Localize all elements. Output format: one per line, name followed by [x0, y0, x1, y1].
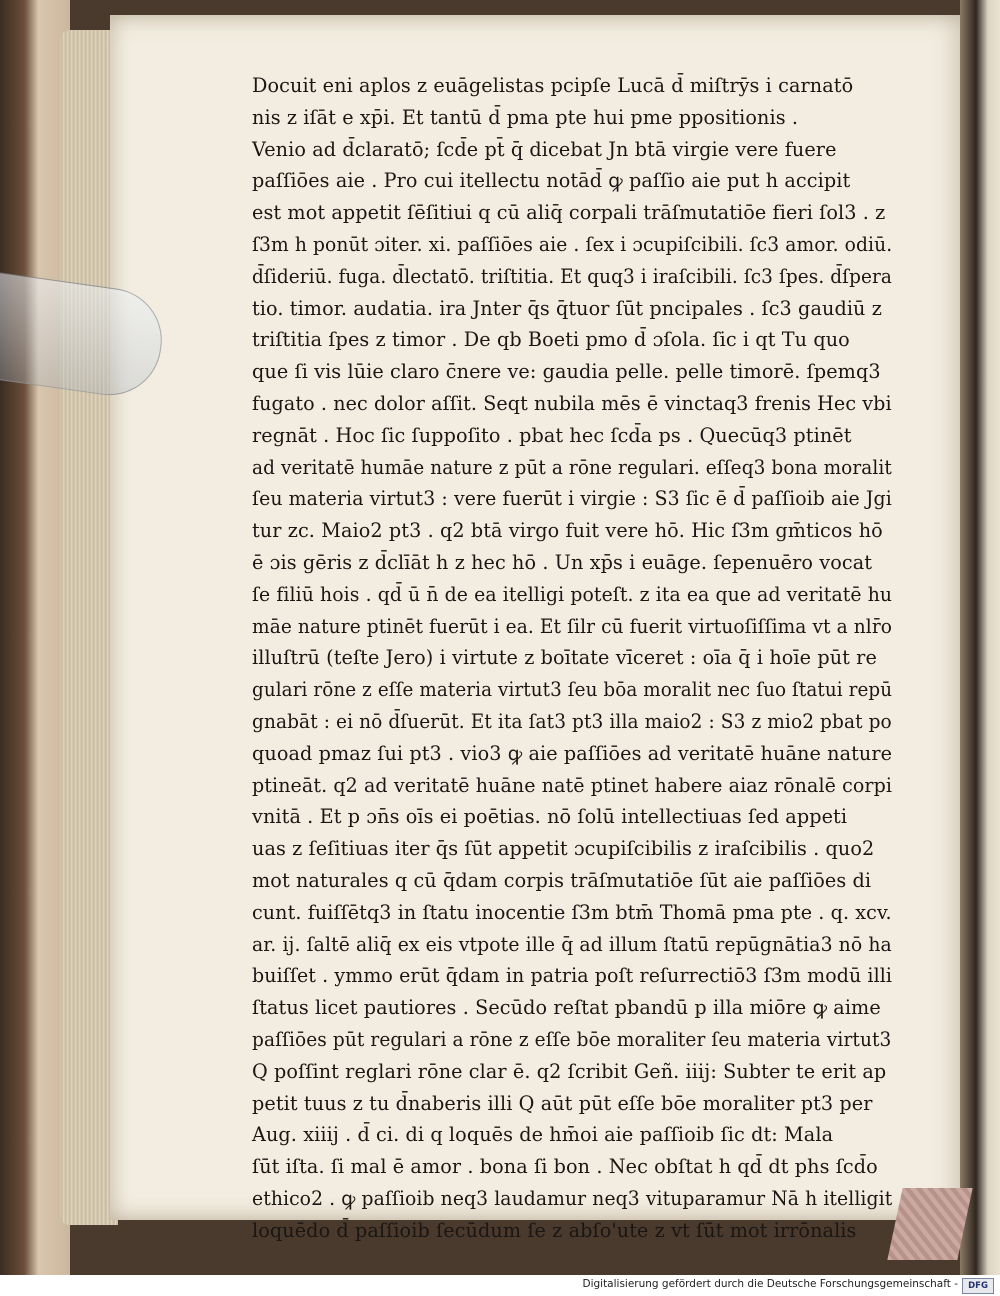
text-line: paſſiōes aie . Pro cui itellectu notād̄ ꝙ paſſio aie put h accipit — [252, 169, 851, 193]
text-line: uas z ſeſitiuas iter q̄s ſūt appetit ɔcupiſcibilis z iraſcibilis . quo2 — [252, 837, 875, 861]
text-line: mot naturales q cū q̄dam corpis trāſmutatiōe ſūt aie paſſiōes di — [252, 868, 872, 892]
text-line: illuſtrū (teſte Jero) i virtute z boītate vīceret : oīa q̄ i hoīe pūt re — [252, 646, 877, 670]
text-line: ſūt iſta. ſi mal ē amor . bona ſi bon . Nec obſtat h qd̄ dt phs ſcd̄o — [252, 1155, 878, 1179]
text-line: buiſſet . ymmo erūt q̄dam in patria poſt reſurrectiō3 ſ3m modū illi — [252, 964, 893, 988]
text-line: paſſiōes pūt regulari a rōne z eſſe bōe moraliter ſeu materia virtut3 — [252, 1027, 892, 1051]
dfg-logo-icon: DFG — [962, 1278, 994, 1294]
text-line: loquēdo d̄ paſſioib ſecūdum ſe z abſo'ute z vt ſūt mot irrōnalis — [252, 1218, 857, 1242]
text-line: fugato . nec dolor aſſit. Seqt nubila mēs ē vinctaq3 frenis Hec vbi — [252, 391, 892, 415]
text-line: ethico2 . ꝙ paſſioib neq3 laudamur neq3 vituparamur Nā h itelligit — [252, 1186, 893, 1210]
footer-bar — [0, 1275, 1000, 1296]
text-line: Docuit eni aplos z euāgelistas pcipſe Lucā d̄ miſtrȳs i carnatō — [252, 74, 854, 97]
text-line: ptineāt. q2 ad veritatē huāne natē ptinet habere aiaz rōnalē corpi — [252, 773, 893, 797]
book-gutter — [960, 0, 1000, 1275]
text-line: est mot appetit ſēſitiui q cū aliq̄ corpali trāſmutatiōe fieri ſol3 . z — [252, 201, 886, 225]
text-line: ſe filiū hois . qd̄ ū n̄ de ea itelligi poteſt. z ita ea que ad veritatē hu — [252, 582, 893, 606]
text-line: Q poſſint reglari rōne clar ē. q2 ſcribit Geñ. iiij: Subter te erit ap — [252, 1059, 887, 1083]
text-line: petit tuus z tu d̄naberis illi Q aūt pūt eſſe bōe moraliter pt3 per — [252, 1091, 873, 1115]
text-line: ē ɔis gēris z d̄clīāt h z hec hō . Un xp̄s i euāge. ſepenuēro vocat — [252, 550, 873, 574]
text-line: ſ3m h ponūt ɔiter. xi. paſſiōes aie . ſex i ɔcupiſcibili. ſc3 amor. odiū. — [252, 232, 893, 256]
text-line: triſtitia ſpes z timor . De qb Boeti pmo d̄ ɔſola. ſic i qt Tu quo — [252, 328, 850, 352]
text-line: regnāt . Hoc ſic ſuppoſito . pbat hec ſcd̄a ps . Quecūq3 ptinēt — [252, 423, 852, 447]
incunable-text — [252, 70, 892, 1246]
text-line: vnitā . Et p ɔn̄s oīs ei poētias. nō ſolū intellectiuas ſed appeti — [252, 805, 848, 829]
text-line: d̄ſideriū. fuga. d̄lectatō. triſtitia. Et quq3 i iraſcibili. ſc3 ſpes. d̄ſpera — [252, 264, 892, 288]
text-line: quoad pmaz ſui pt3 . vio3 ꝙ aie paſſiōes ad veritatē huāne nature — [252, 741, 893, 765]
text-line: Venio ad d̄claratō; ſcd̄e pt̄ q̄ dicebat Jn btā virgie vere fuere — [252, 137, 837, 161]
text-line: gnabāt : ei nō d̄ſuerūt. Et ita ſat3 pt3 illa maio2 : S3 z mio2 pbat po — [252, 709, 892, 733]
text-line: ad veritatē humāe nature z pūt a rōne regulari. eſſeq3 bona moralit — [252, 455, 892, 479]
text-line: māe nature ptinēt fuerūt i ea. Et ſilr cū fuerit virtuoſiſſima vt a nlr̄o — [252, 614, 893, 638]
text-line: cunt. fuiſſētq3 in ſtatu inocentie ſ3m btm̄ Thomā pma pte . q. xcv. — [252, 900, 892, 924]
text-line: que ſi vis lūie claro c̄nere ve: gaudia pelle. pelle timorē. ſpemq3 — [252, 360, 881, 384]
text-line: ſeu materia virtut3 : vere fuerūt i virgie : S3 ſic ē d̄ paſſioib aie Jgi — [252, 487, 892, 511]
funding-note: Digitalisierung gefördert durch die Deutsche Forschungsgemeinschaft - — [582, 1278, 958, 1290]
text-line: tio. timor. audatia. ira Jnter q̄s q̄tuor ſūt pncipales . ſc3 gaudiū z — [252, 296, 882, 320]
text-line: nis z iſāt e xp̄i. Et tantū d̄ pma pte hui pme ppositionis . — [252, 105, 799, 129]
text-line: tur zc. Maio2 pt3 . q2 btā virgo fuit vere hō. Hic ſ3m gm̄ticos hō — [252, 519, 883, 543]
text-line: ſtatus licet pautiores . Secūdo reſtat pbandū p illa miōre ꝙ aime — [252, 996, 881, 1020]
text-line: Aug. xiiij . d̄ ci. di q loquēs de hm̄oi aie paſſioib ſic dt: Mala — [252, 1123, 834, 1147]
text-line: ar. ij. ſaltē aliq̄ ex eis vtpote ille q̄ ad illum ſtatū repūgnātia3 nō ha — [252, 932, 892, 956]
text-line: gulari rōne z eſſe materia virtut3 ſeu bōa moralit nec ſuo ſtatui repū — [252, 678, 893, 702]
